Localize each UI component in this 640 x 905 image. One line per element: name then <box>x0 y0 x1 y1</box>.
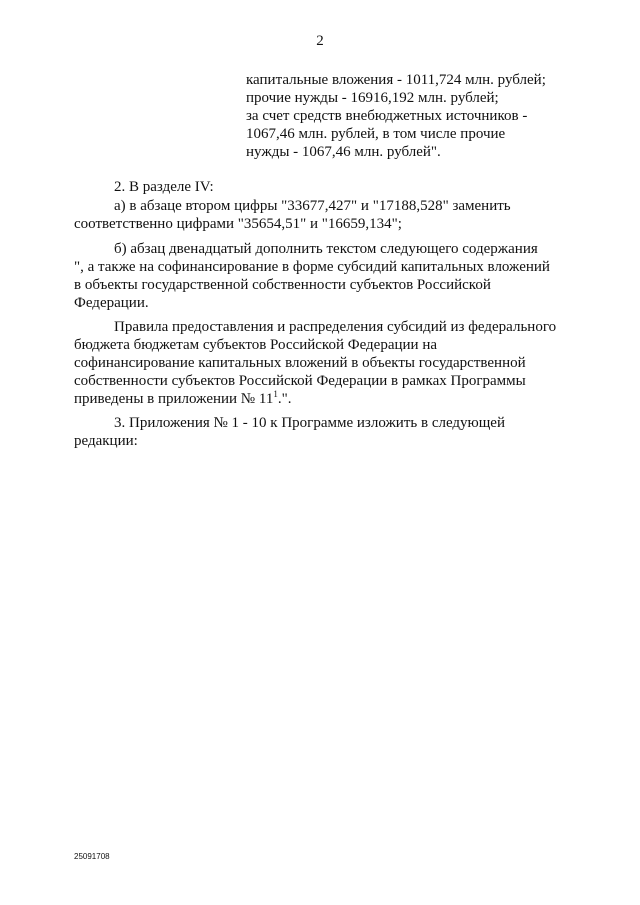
section2-heading: 2. В разделе IV: <box>114 179 214 195</box>
rules-line-5-text: приведены в приложении № 11 <box>74 391 274 407</box>
item-b-line-3: в объекты государственной собственности субъектов Российской <box>74 277 491 293</box>
rules-line-5-suffix: .". <box>277 391 292 407</box>
item-b-line-2: ", а также на софинансирование в форме субсидий капитальных вложений <box>74 259 550 275</box>
item-b-line-4: Федерации. <box>74 295 149 311</box>
superscript-index: 1 <box>273 389 278 399</box>
item-a-line-1: а) в абзаце втором цифры "33677,427" и "17188,528" заменить <box>114 198 511 214</box>
rules-line-5 <box>74 390 291 408</box>
item-a-line-2: соответственно цифрами "35654,51" и "16659,134"; <box>74 216 402 232</box>
continuation-line-4: 1067,46 млн. рублей, в том числе прочие <box>246 126 506 142</box>
document-code: 25091708 <box>74 852 110 861</box>
rules-line-3: софинансирование капитальных вложений в объекты государственной <box>74 355 526 371</box>
rules-line-1: Правила предоставления и распределения субсидий из федерального <box>114 319 557 335</box>
continuation-line-2: прочие нужды - 16916,192 млн. рублей; <box>246 90 499 106</box>
continuation-line-1: капитальные вложения - 1011,724 млн. рублей; <box>246 72 546 88</box>
continuation-line-3: за счет средств внебюджетных источников - <box>246 108 528 124</box>
item-b-line-1: б) абзац двенадцатый дополнить текстом следующего содержания <box>114 241 538 257</box>
rules-line-4: собственности субъектов Российской Федерации в рамках Программы <box>74 373 526 389</box>
page-number: 2 <box>316 33 324 49</box>
rules-line-2: бюджета бюджетам субъектов Российской Федерации на <box>74 337 438 353</box>
continuation-line-5: нужды - 1067,46 млн. рублей". <box>246 144 441 160</box>
item3-line-1: 3. Приложения № 1 - 10 к Программе изложить в следующей <box>114 415 505 431</box>
item3-line-2: редакции: <box>74 433 138 449</box>
